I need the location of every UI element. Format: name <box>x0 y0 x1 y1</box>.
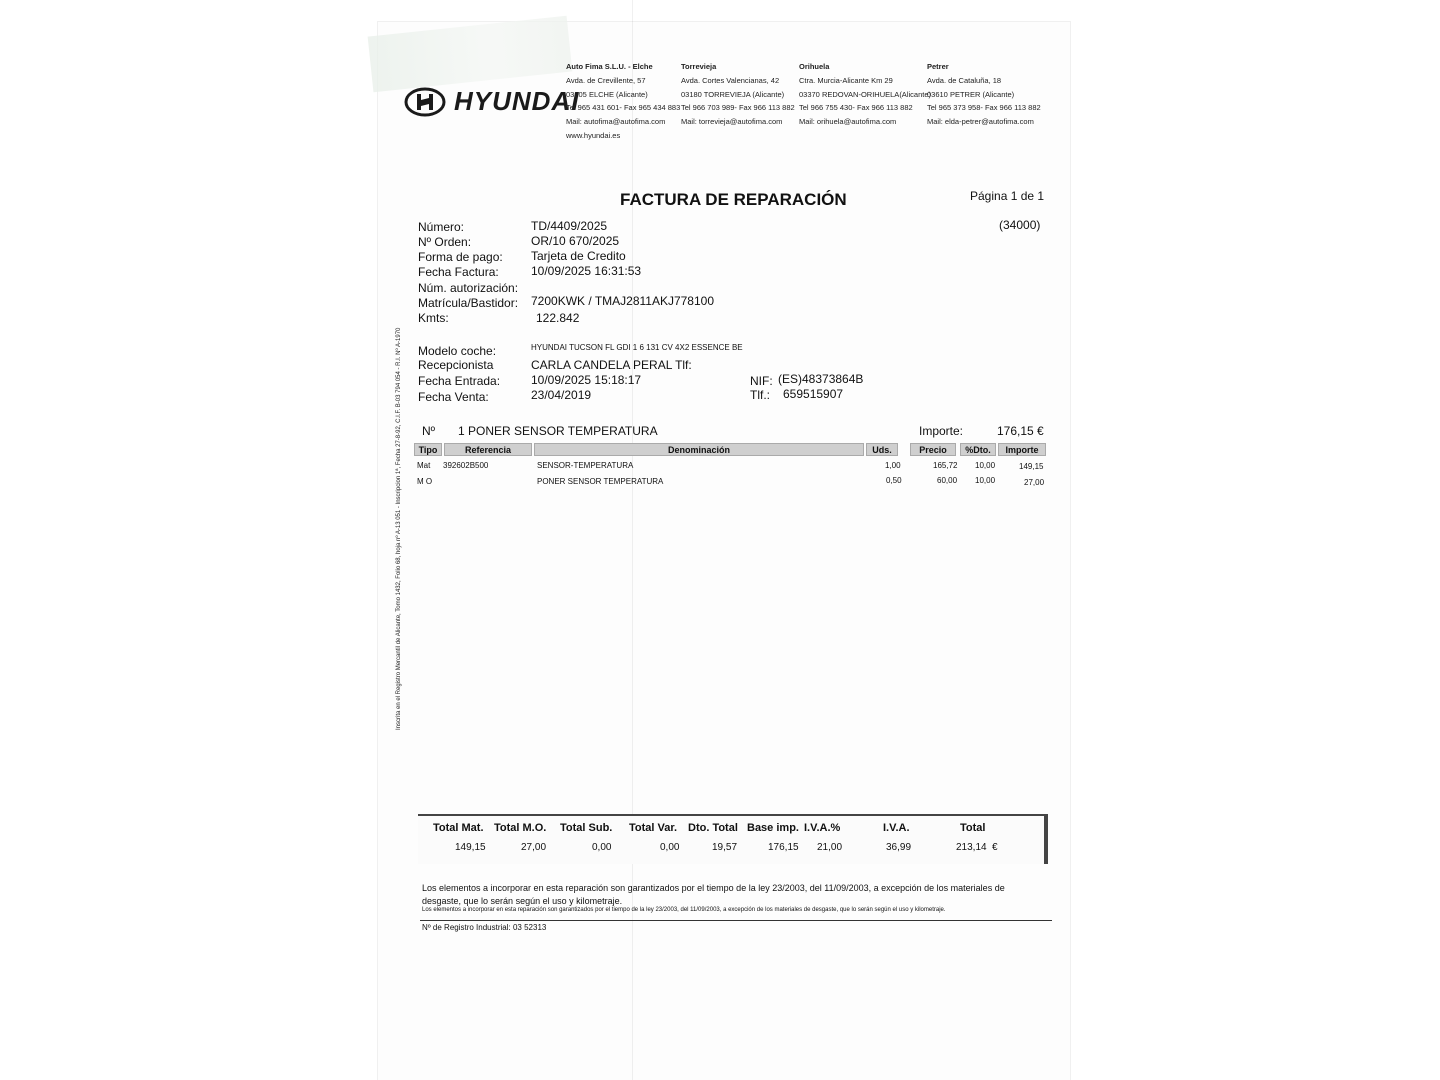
col-header-dto: %Dto. <box>960 443 996 456</box>
field-label: Nº Orden: <box>418 235 472 249</box>
row-precio: 60,00 <box>937 476 958 485</box>
branch-line: Tel 965 431 601- Fax 965 434 883 <box>566 103 681 113</box>
branch-line: Tel 966 703 989- Fax 966 113 882 <box>681 103 795 113</box>
field-label: Recepcionista <box>418 358 494 372</box>
row-precio: 165,72 <box>933 461 958 470</box>
branch-line: Avda. de Crevillente, 57 <box>566 75 646 85</box>
footer-divider <box>420 920 1052 921</box>
hyundai-logo <box>404 86 579 117</box>
col-header-importe: Importe <box>998 443 1046 456</box>
col-header-precio: Precio <box>910 443 956 456</box>
row-denominacion: PONER SENSOR TEMPERATURA <box>537 477 664 486</box>
col-header-referencia: Referencia <box>444 443 532 456</box>
hyundai-emblem-icon <box>404 87 446 117</box>
branch-name: Torrevieja <box>681 62 717 71</box>
field-value-fecha-factura: 10/09/2025 16:31:53 <box>531 264 642 278</box>
branch-line: Avda. Cortes Valencianas, 42 <box>681 75 780 85</box>
row-dto: 10,00 <box>975 461 996 470</box>
field-value-orden: OR/10 670/2025 <box>531 234 620 248</box>
field-value-modelo: HYUNDAI TUCSON FL GDI 1 6 131 CV 4X2 ESSENCE BE <box>531 343 743 352</box>
field-label: Kmts: <box>418 311 449 325</box>
iva-value: 36,99 <box>886 842 912 853</box>
paper-fold <box>632 0 633 1080</box>
col-header-tipo: Tipo <box>414 443 442 456</box>
operation-importe-label: Importe: <box>919 424 964 438</box>
total-sub-value: 0,00 <box>592 842 612 853</box>
registry-side-text: Inscrita en el Registro Mercantil de Alicante, Tomo 1432, Folio 68, hoja nº A-13 051 - Inscripcion 1ª, Fecha 27-8-92, C.I.F. B-03 794 054 - R.I. Nº A-1970 <box>396 327 402 730</box>
total-var-value: 0,00 <box>660 842 680 853</box>
total-mo-value: 27,00 <box>521 842 547 853</box>
branch-line: Tel 966 755 430- Fax 966 113 882 <box>799 103 913 113</box>
registro-label: Nº de Registro Industrial: <box>422 923 511 932</box>
field-label: Número: <box>418 220 465 234</box>
branch-line: 03610 PETRER (Alicante) <box>927 89 1015 99</box>
tlf-label: Tlf.: <box>750 388 770 402</box>
row-tipo: M O <box>417 477 433 486</box>
field-value-forma-pago: Tarjeta de Credito <box>531 249 626 263</box>
branch-line: Mail: elda-petrer@autofima.com <box>927 117 1034 127</box>
field-label: Modelo coche: <box>418 344 497 358</box>
branch-line: Mail: torrevieja@autofima.com <box>681 117 783 127</box>
invoice-title: FACTURA DE REPARACIÓN <box>620 190 847 209</box>
col-header-denominacion: Denominación <box>534 443 864 456</box>
branch-line: Mail: orihuela@autofima.com <box>799 117 897 127</box>
field-value-kmts: 122.842 <box>536 311 580 325</box>
field-label: Forma de pago: <box>418 250 503 264</box>
operation-description: 1 PONER SENSOR TEMPERATURA <box>458 424 658 438</box>
branch-elche <box>566 60 680 143</box>
row-importe: 27,00 <box>1024 478 1045 487</box>
field-label: Matrícula/Bastidor: <box>418 296 519 310</box>
client-code: (34000) <box>999 218 1041 232</box>
nif-label: NIF: <box>750 374 773 388</box>
total-value: 213,14 <box>956 842 987 853</box>
base-imp-value: 176,15 <box>768 842 799 853</box>
total-header: Base imp. <box>747 822 799 834</box>
field-value-fecha-venta: 23/04/2019 <box>531 388 592 402</box>
total-header: Total M.O. <box>494 822 547 834</box>
total-header: Total Sub. <box>560 822 613 834</box>
warranty-text: Los elementos a incorporar en esta reparación son garantizados por el tiempo de la ley 23/2003, del 11/09/2003, a excepción de los materiales de desgaste, que lo serán según el uso y kilometraje. <box>422 883 1005 906</box>
warranty-text-small: Los elementos a incorporar en esta reparación son garantizados por el tiempo de la ley 23/2003, del 11/09/2003, a excepción de los materiales de desgaste, que lo serán según el uso y kilometraje. <box>422 907 946 913</box>
field-label: Fecha Venta: <box>418 390 489 404</box>
currency-symbol: € <box>992 842 998 853</box>
branch-line: Mail: autofima@autofima.com <box>566 117 666 127</box>
dto-total-value: 19,57 <box>712 842 738 853</box>
row-uds: 0,50 <box>886 476 902 485</box>
branch-petrer <box>927 60 1041 129</box>
branch-name: Petrer <box>927 62 949 71</box>
col-header-uds: Uds. <box>866 443 898 456</box>
field-value-matricula: 7200KWK / TMAJ2811AKJ778100 <box>531 294 714 308</box>
branch-name: Orihuela <box>799 62 830 71</box>
field-value-recepcionista: CARLA CANDELA PERAL Tlf: <box>531 358 692 372</box>
branch-orihuela <box>799 60 931 129</box>
total-header: I.V.A.% <box>804 822 841 834</box>
nif-value: (ES)48373864B <box>778 372 864 386</box>
registro-value: 03 52313 <box>512 923 547 932</box>
branch-line: www.hyundai.es <box>566 130 621 140</box>
row-denominacion: SENSOR-TEMPERATURA <box>537 461 634 470</box>
branch-line: Avda. de Cataluña, 18 <box>927 75 1002 85</box>
field-label: Fecha Entrada: <box>418 374 501 388</box>
field-value-numero: TD/4409/2025 <box>531 219 608 233</box>
row-referencia: 392602B500 <box>443 461 489 470</box>
registro-industrial <box>422 923 546 932</box>
branch-line: Tel 965 373 958- Fax 966 113 882 <box>927 103 1041 113</box>
branch-line: 03205 ELCHE (Alicante) <box>566 89 648 99</box>
row-dto: 10,00 <box>975 476 996 485</box>
operation-no-label: Nº <box>422 424 436 438</box>
total-header: I.V.A. <box>883 822 910 834</box>
total-mat-value: 149,15 <box>455 842 486 853</box>
total-header: Total Var. <box>629 822 678 834</box>
total-header: Total <box>960 822 986 834</box>
row-tipo: Mat <box>417 461 431 470</box>
brand-wordmark: HYUNDAI <box>454 86 580 116</box>
invoice-page <box>378 22 1070 1080</box>
field-label: Núm. autorización: <box>418 281 519 295</box>
operation-importe: 176,15 € <box>997 424 1044 438</box>
branch-line: 03370 REDOVAN-ORIHUELA(Alicante) <box>799 89 931 99</box>
branch-torrevieja <box>681 60 795 129</box>
branch-line: 03180 TORREVIEJA (Alicante) <box>681 89 785 99</box>
iva-percent-value: 21,00 <box>817 842 843 853</box>
field-value-fecha-entrada: 10/09/2025 15:18:17 <box>531 373 642 387</box>
branch-line: Ctra. Murcia-Alicante Km 29 <box>799 75 893 85</box>
row-importe: 149,15 <box>1019 462 1044 471</box>
total-header: Dto. Total <box>688 822 738 834</box>
tlf-value: 659515907 <box>783 387 844 401</box>
row-uds: 1,00 <box>885 461 901 470</box>
total-header: Total Mat. <box>433 822 484 834</box>
page-number: Página 1 de 1 <box>970 189 1045 203</box>
branch-name: Auto Fima S.L.U. - Elche <box>566 62 653 71</box>
field-label: Fecha Factura: <box>418 265 499 279</box>
